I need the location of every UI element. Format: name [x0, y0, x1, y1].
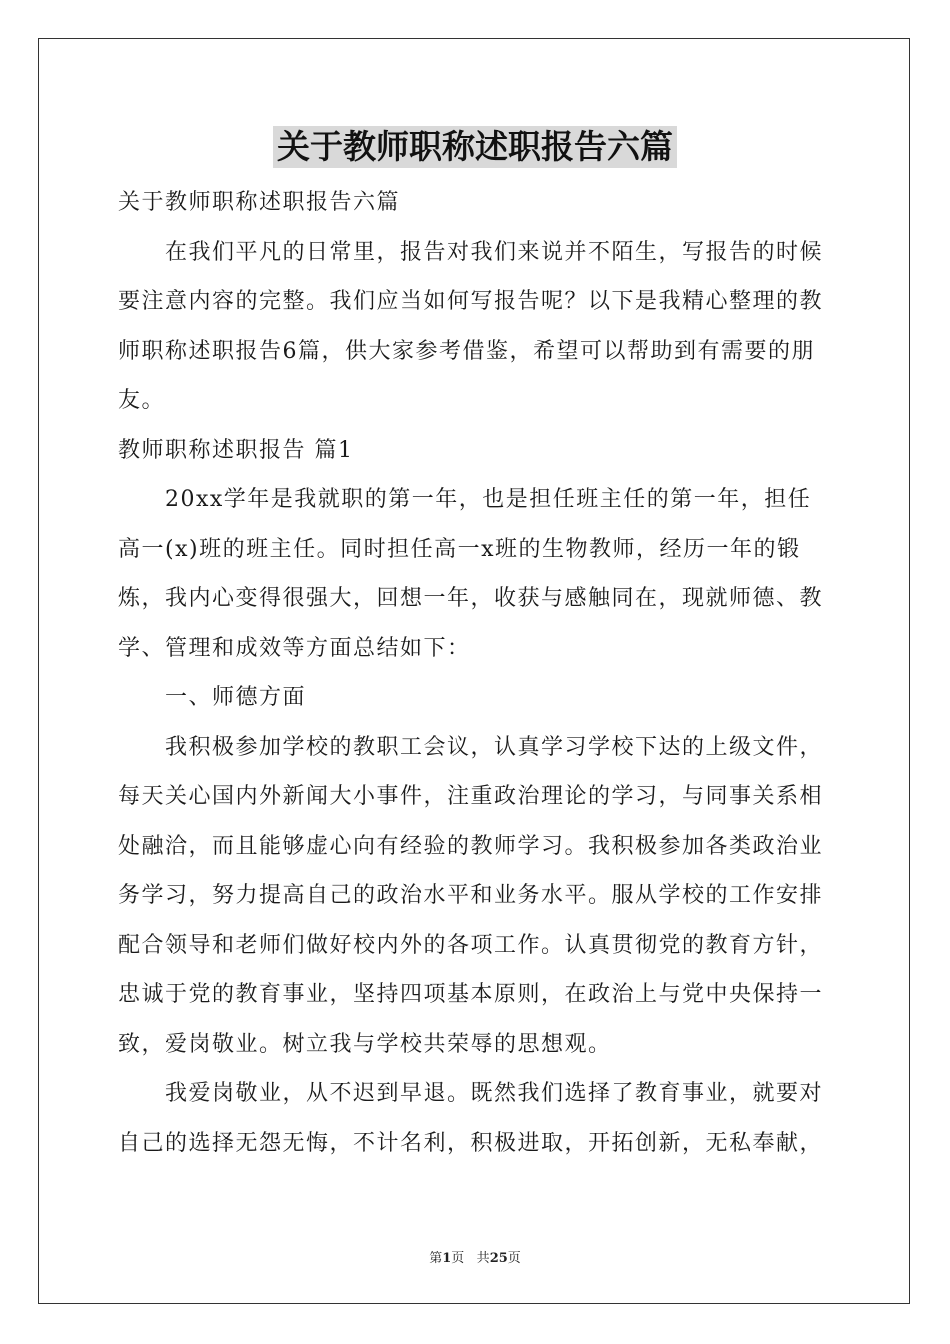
text-line: 在我们平凡的日常里，报告对我们来说并不陌生，写报告的时候: [165, 239, 824, 265]
text-line: 每天关心国内外新闻大小事件，注重政治理论的学习，与同事关系相: [118, 784, 824, 809]
text-line: 教师职称述职报告 篇1: [118, 437, 354, 463]
text-line: 忠诚于党的教育事业，坚持四项基本原则，在政治上与党中央保持一: [118, 982, 824, 1007]
text-line: 我积极参加学校的教职工会议，认真学习学校下达的上级文件，: [165, 734, 824, 760]
text-line: 致，爱岗敬业。树立我与学校共荣辱的思想观。: [118, 1031, 612, 1057]
footer-total-prefix: 共: [476, 1251, 490, 1266]
text-line: 自己的选择无怨无悔，不计名利，积极进取，开拓创新，无私奉献，: [118, 1130, 824, 1156]
text-line: 友。: [118, 388, 166, 413]
text-line: 关于教师职称述职报告六篇: [118, 190, 401, 215]
text-line: 务学习，努力提高自己的政治水平和业务水平。服从学校的工作安排: [118, 883, 824, 908]
footer-page-suffix: 页: [451, 1251, 465, 1266]
footer-page-number: 1: [442, 1251, 452, 1266]
text-line: 处融洽，而且能够虚心向有经验的教师学习。我积极参加各类政治业: [118, 833, 824, 859]
text-line: 20xx学年是我就职的第一年，也是担任班主任的第一年，担任: [165, 487, 812, 512]
document-title: 关于教师职称述职报告六篇: [273, 126, 677, 168]
text-line: 高一(x)班的班主任。同时担任高一x班的生物教师，经历一年的锻: [118, 536, 801, 562]
footer-prefix: 第: [429, 1251, 443, 1266]
page-footer: [0, 1247, 950, 1266]
text-line: 师职称述职报告6篇，供大家参考借鉴，希望可以帮助到有需要的朋: [118, 338, 815, 364]
footer-total-pages: 25: [489, 1251, 508, 1266]
document-body: [118, 178, 836, 1168]
text-line: 学、管理和成效等方面总结如下：: [118, 635, 471, 661]
title-container: [0, 126, 950, 168]
text-line: 要注意内容的完整。我们应当如何写报告呢？以下是我精心整理的教: [118, 289, 824, 314]
text-line: 配合领导和老师们做好校内外的各项工作。认真贯彻党的教育方针，: [118, 932, 824, 958]
footer-total-suffix: 页: [507, 1251, 521, 1266]
text-line: 我爱岗敬业，从不迟到早退。既然我们选择了教育事业，就要对: [165, 1081, 824, 1106]
text-line: 炼，我内心变得很强大，回想一年，收获与感触同在，现就师德、教: [118, 586, 824, 611]
text-line: 一、师德方面: [165, 685, 307, 710]
